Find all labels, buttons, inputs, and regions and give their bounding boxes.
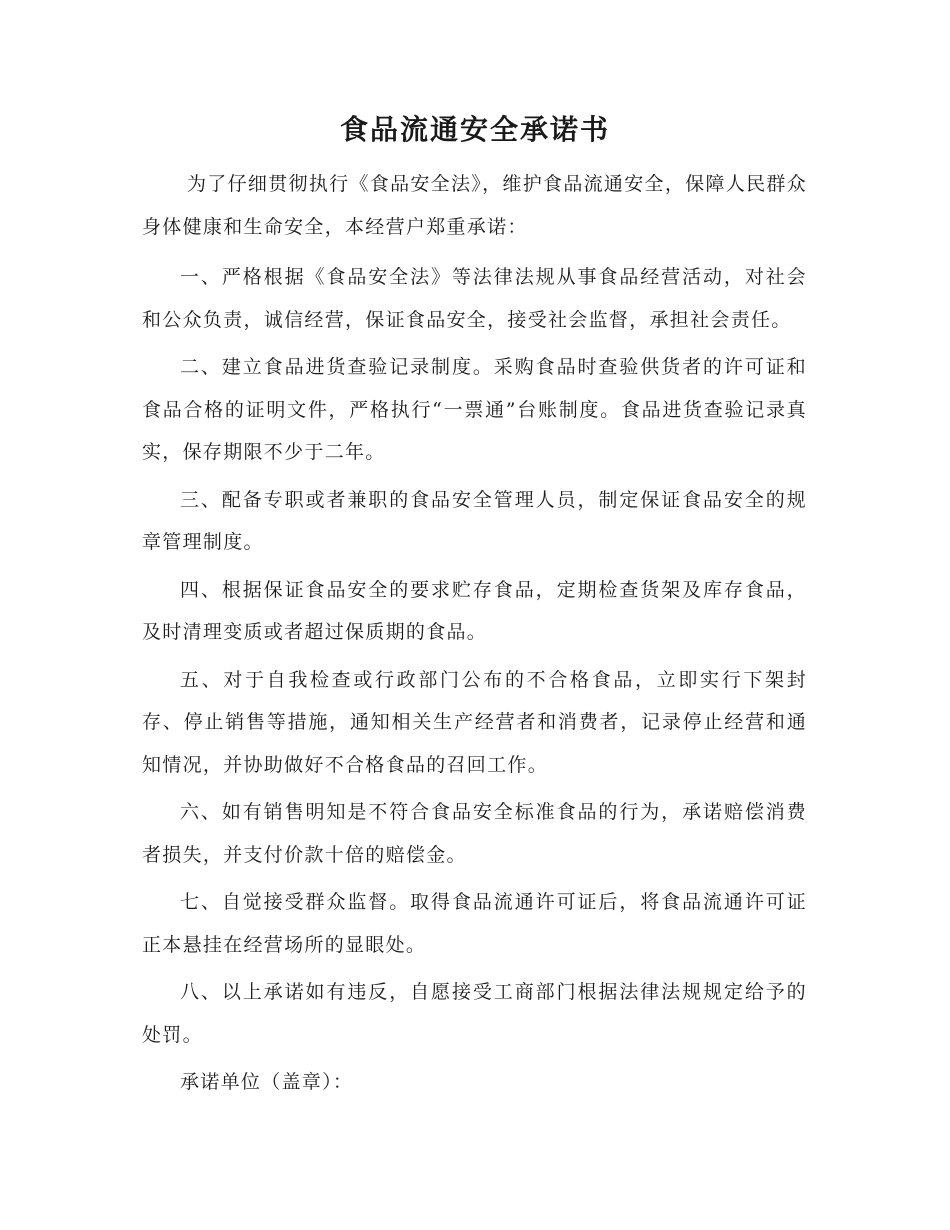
document-body (142, 163, 807, 1104)
intro-paragraph: 为了仔细贯彻执行《食品安全法》，维护食品流通安全，保障人民群众身体健康和生命安全，本经营户郑重承诺： (142, 173, 807, 238)
clause-4: 四、根据保证食品安全的要求贮存食品，定期检查货架及库存食品，及时清理变质或者超过保质期的食品。 (142, 578, 807, 643)
clause-5: 五、对于自我检查或行政部门公布的不合格食品，立即实行下架封存、停止销售等措施，通知相关生产经营者和消费者，记录停止经营和通知情况，并协助做好不合格食品的召回工作。 (142, 668, 807, 776)
clause-2: 二、建立食品进货查验记录制度。采购食品时查验供货者的许可证和食品合格的证明文件，严格执行“一票通”台账制度。食品进货查验记录真实，保存期限不少于二年。 (142, 356, 807, 463)
clause-7: 七、自觉接受群众监督。取得食品流通许可证后，将食品流通许可证正本悬挂在经营场所的显眼处。 (142, 891, 807, 956)
document-title: 食品流通安全承诺书 (339, 113, 610, 146)
clause-3: 三、配备专职或者兼职的食品安全管理人员，制定保证食品安全的规章管理制度。 (142, 488, 807, 553)
signature-label: 承诺单位（盖章）： (180, 1071, 354, 1093)
clause-1: 一、严格根据《食品安全法》等法律法规从事食品经营活动，对社会和公众负责，诚信经营，保证食品安全，接受社会监督，承担社会责任。 (142, 266, 807, 331)
clause-6: 六、如有销售明知是不符合食品安全标准食品的行为，承诺赔偿消费者损失，并支付价款十倍的赔偿金。 (142, 801, 807, 866)
clause-8: 八、以上承诺如有违反，自愿接受工商部门根据法律法规规定给予的处罚。 (142, 981, 807, 1046)
